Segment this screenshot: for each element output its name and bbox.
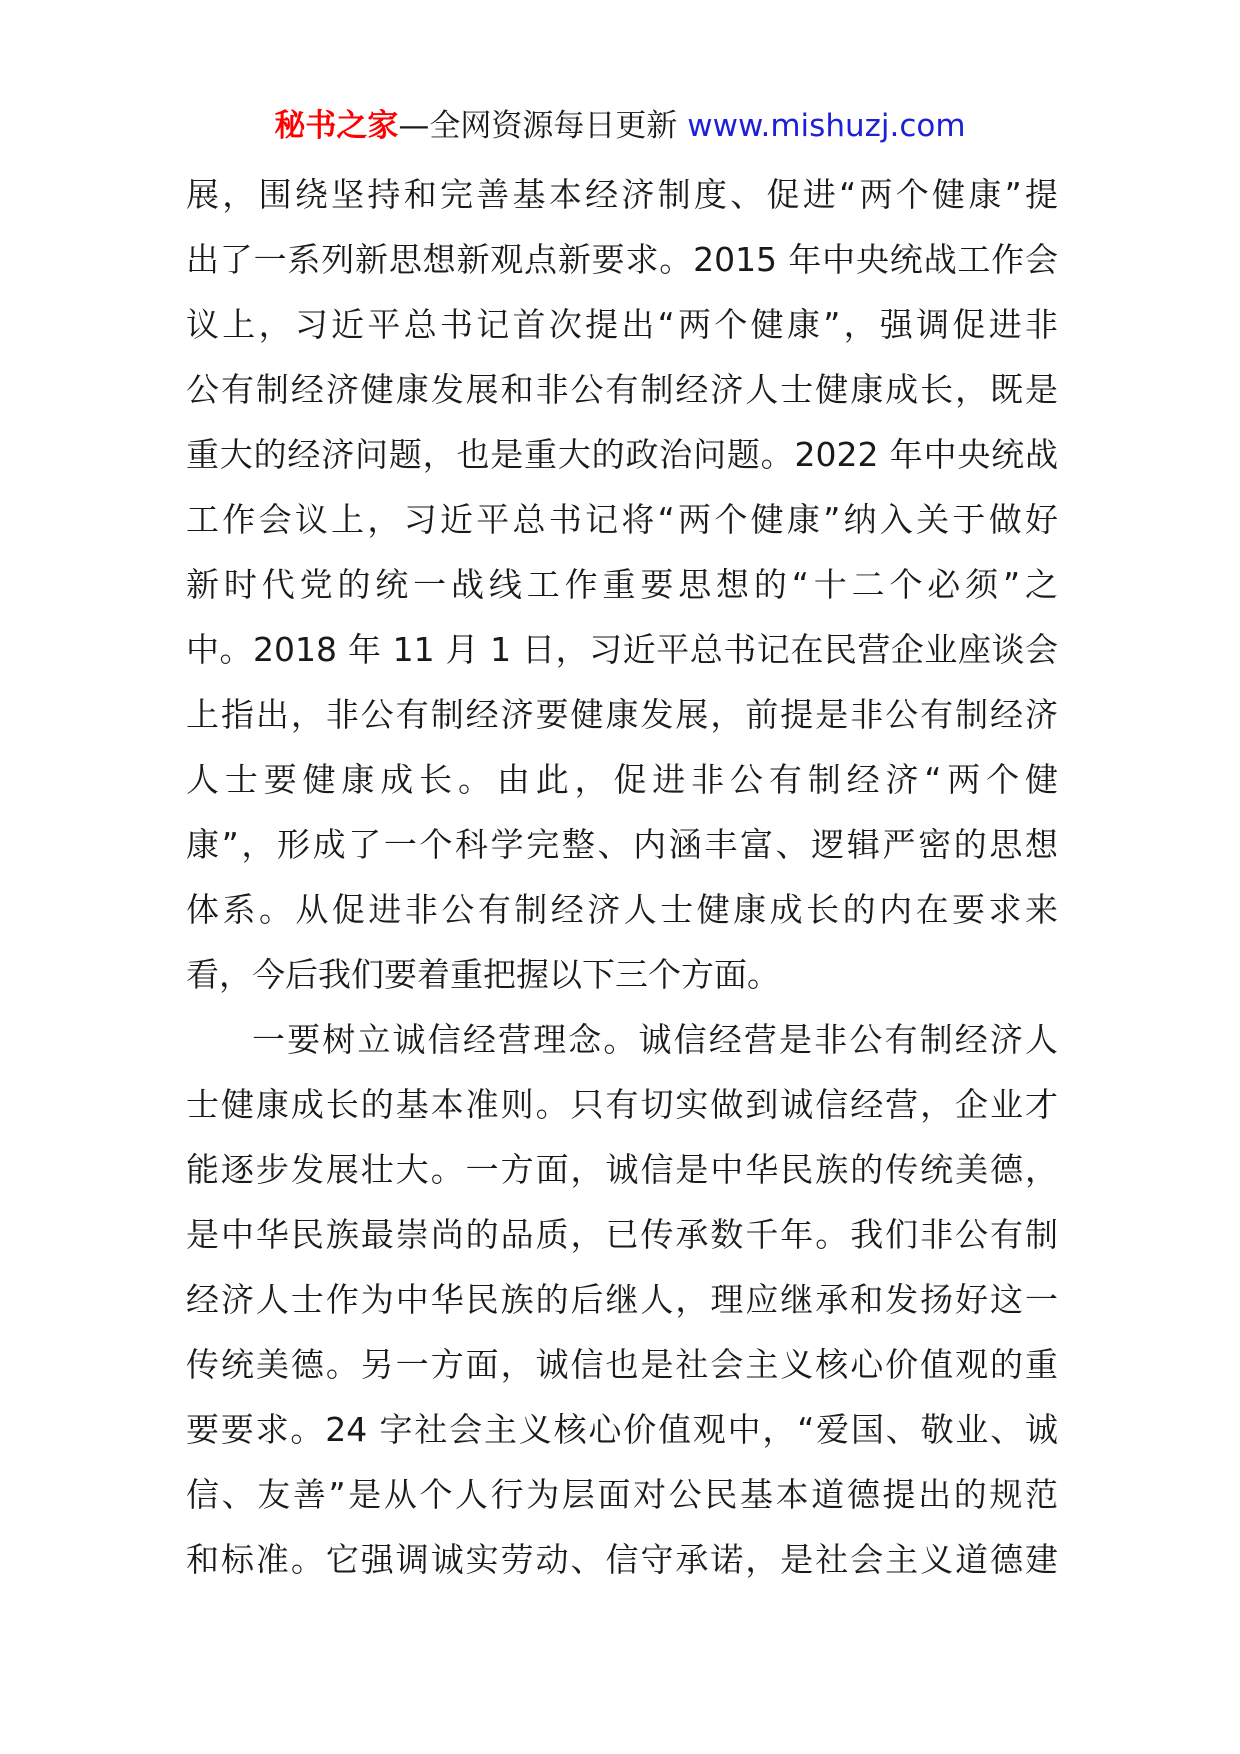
text-line: 上指出，非公有制经济要健康发展，前提是非公有制经济 bbox=[186, 695, 1058, 734]
site-brand: 秘书之家 bbox=[274, 108, 399, 144]
text-line: 经济人士作为中华民族的后继人，理应继承和发扬好这一 bbox=[186, 1280, 1058, 1319]
text-line: 议上，习近平总书记首次提出“两个健康”，强调促进非 bbox=[186, 305, 1058, 344]
text-line: 出了一系列新思想新观点新要求。2015 年中央统战工作会 bbox=[186, 240, 1058, 279]
site-header bbox=[0, 104, 1240, 148]
paragraph-last-line: 看，今后我们要着重把握以下三个方面。 bbox=[186, 955, 780, 994]
text-line: 重大的经济问题，也是重大的政治问题。2022 年中央统战 bbox=[186, 435, 1058, 474]
text-line: 工作会议上，习近平总书记将“两个健康”纳入关于做好 bbox=[186, 500, 1058, 539]
text-line: 能逐步发展壮大。一方面，诚信是中华民族的传统美德， bbox=[186, 1150, 1058, 1189]
text-line: 康”，形成了一个科学完整、内涵丰富、逻辑严密的思想 bbox=[186, 825, 1058, 864]
text-line: 人士要健康成长。由此，促进非公有制经济“两个健 bbox=[186, 760, 1058, 799]
document-body bbox=[186, 162, 1058, 1592]
text-line: 信、友善”是从个人行为层面对公民基本道德提出的规范 bbox=[186, 1475, 1058, 1514]
site-slogan: —全网资源每日更新 bbox=[398, 108, 678, 144]
text-line: 和标准。它强调诚实劳动、信守承诺，是社会主义道德建 bbox=[186, 1540, 1058, 1579]
text-line: 中。2018 年 11 月 1 日，习近平总书记在民营企业座谈会 bbox=[186, 630, 1058, 669]
paragraph-first-line: 一要树立诚信经营理念。诚信经营是非公有制经济人 bbox=[252, 1020, 1058, 1059]
text-line: 传统美德。另一方面，诚信也是社会主义核心价值观的重 bbox=[186, 1345, 1058, 1384]
text-line: 是中华民族最崇尚的品质，已传承数千年。我们非公有制 bbox=[186, 1215, 1058, 1254]
text-line: 要要求。24 字社会主义核心价值观中，“爱国、敬业、诚 bbox=[186, 1410, 1058, 1449]
site-url-link[interactable]: www.mishuzj.com bbox=[687, 108, 966, 144]
text-line: 公有制经济健康发展和非公有制经济人士健康成长，既是 bbox=[186, 370, 1058, 409]
text-line: 体系。从促进非公有制经济人士健康成长的内在要求来 bbox=[186, 890, 1058, 929]
text-line: 士健康成长的基本准则。只有切实做到诚信经营，企业才 bbox=[186, 1085, 1058, 1124]
text-line: 展，围绕坚持和完善基本经济制度、促进“两个健康”提 bbox=[186, 175, 1058, 214]
text-line: 新时代党的统一战线工作重要思想的“十二个必须”之 bbox=[186, 565, 1058, 604]
